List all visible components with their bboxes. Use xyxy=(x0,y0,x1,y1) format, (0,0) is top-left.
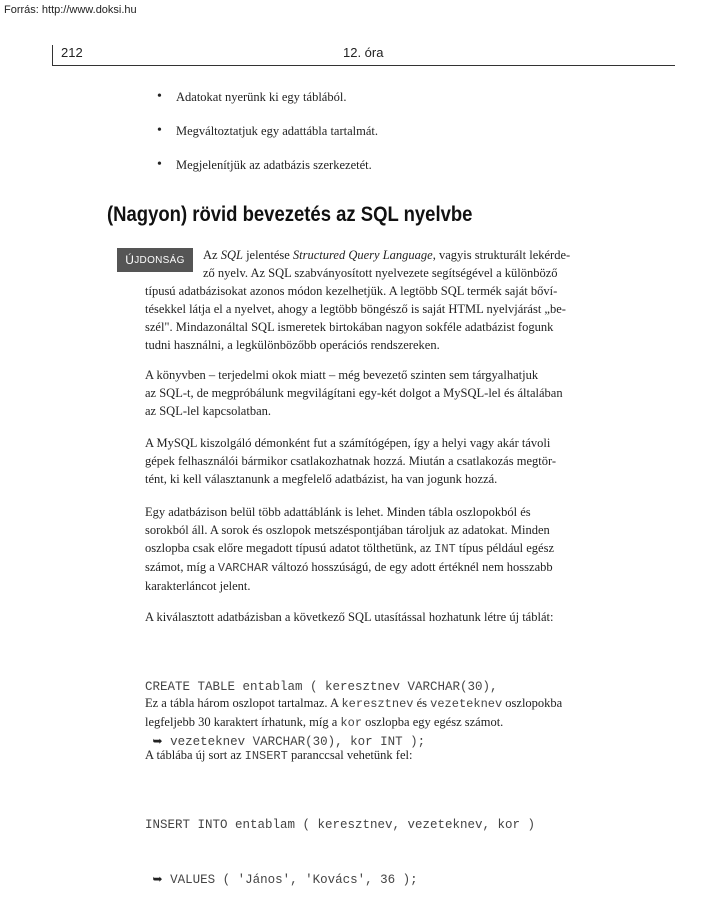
text: paranccsal vehetünk fel: xyxy=(287,748,413,762)
text: A táblába új sort az xyxy=(145,748,245,762)
text: Az xyxy=(203,248,221,262)
paragraph-create-intro xyxy=(145,608,553,626)
text: , vagyis strukturált lekérde- xyxy=(432,248,571,262)
text-line: ző nyelv. Az SQL szabványosított nyelvezete segítségével a különböző xyxy=(203,266,558,280)
text: oszlopba egy egész számot. xyxy=(362,715,504,729)
text-line: gépek felhasználói bármikor csatlakozhatnak hozzá. Miután a csatlakozás megtör- xyxy=(145,454,557,468)
text: jelentése xyxy=(242,248,293,262)
code-line: INSERT INTO entablam ( keresztnev, vezeteknev, kor ) xyxy=(145,818,536,832)
text-line: Egy adatbázison belül több adattáblánk is lehet. Minden tábla oszlopokból és xyxy=(145,505,531,519)
inline-code: INT xyxy=(434,542,456,556)
badge-rest: JDONSÁG xyxy=(134,254,185,266)
paragraph-book-scope xyxy=(145,366,563,420)
text-line: sorokból áll. A sorok és oszlopok metszéspontjában tároljuk az adatokat. Minden xyxy=(145,523,550,537)
text-line: szél". Mindazonáltal SQL ismeretek birtokában nagyon sokféle adatbázist fogunk xyxy=(145,320,554,334)
inline-code: VARCHAR xyxy=(217,561,269,575)
text: Ez a tábla három oszlopot tartalmaz. A xyxy=(145,696,342,710)
inline-code: kor xyxy=(340,716,363,730)
continuation-arrow-icon: ➥ xyxy=(152,872,163,886)
inline-code: vezeteknev xyxy=(430,697,503,711)
running-header xyxy=(52,45,675,66)
badge-initial: Ú xyxy=(125,253,135,267)
inline-code: INSERT xyxy=(244,749,288,763)
text-line: tudni használni, a legkülönbözőbb operációs rendszereken. xyxy=(145,338,440,352)
paragraph-insert-intro xyxy=(145,746,412,765)
text: oszlopba csak előre megadott típusú adatot tölthetünk, az xyxy=(145,541,435,555)
source-line: Forrás: http://www.doksi.hu xyxy=(4,4,137,16)
page-number: 212 xyxy=(61,45,83,60)
text-line: A MySQL kiszolgáló démonként fut a számítógépen, így a helyi vagy akár távoli xyxy=(145,436,551,450)
code-line: vezeteknev VARCHAR(30), kor INT ); xyxy=(162,735,426,749)
list-item: • Megváltoztatjuk egy adattábla tartalmát. xyxy=(157,124,378,158)
paragraph-sql-intro xyxy=(145,246,570,354)
bullet-list xyxy=(157,90,378,192)
text-line: A könyvben – terjedelmi okok miatt – még bevezető szinten sem tárgyalhatjuk xyxy=(145,368,539,382)
text: számot, míg a xyxy=(145,560,218,574)
inline-code: keresztnev xyxy=(341,697,414,711)
text-line: tént, ki kell választanunk a megfelelő adatbázist, ha van jogunk hozzá. xyxy=(145,472,498,486)
text: változó hosszúságú, de egy adott értéknél nem hosszabb xyxy=(268,560,553,574)
text: oszlopokba xyxy=(502,696,563,710)
text-line: az SQL-t, de megpróbálunk megvilágítani egy-két dolgot a MySQL-lel és általában xyxy=(145,386,563,400)
code-block-insert xyxy=(145,780,535,907)
text: és xyxy=(413,696,431,710)
section-title: (Nagyon) rövid bevezetés az SQL nyelvbe xyxy=(107,202,473,226)
code-line: VALUES ( 'János', 'Kovács', 36 ); xyxy=(162,873,418,887)
code-line: CREATE TABLE entablam ( keresztnev VARCHAR(30), xyxy=(145,680,498,694)
text-line: tésekkel látja el a nyelvet, ahogy a legtöbb böngésző is saját HTML nyelvjárást „be- xyxy=(145,302,566,316)
paragraph-mysql-daemon xyxy=(145,434,556,488)
term-full-name: Structured Query Language xyxy=(292,248,433,262)
text: legfeljebb 30 karaktert írhatunk, míg a xyxy=(145,715,341,729)
continuation-arrow-icon: ➥ xyxy=(152,734,163,748)
chapter-title: 12. óra xyxy=(343,45,384,60)
list-item: • Adatokat nyerünk ki egy táblából. xyxy=(157,90,378,124)
paragraph-tables xyxy=(145,503,554,595)
text-line: típusú adatbázisokat azonos módon kezelhetjük. A legtöbb SQL termék saját bőví- xyxy=(145,284,558,298)
paragraph-columns xyxy=(145,694,562,732)
term-sql: SQL xyxy=(220,248,243,262)
text-line: az SQL-lel kapcsolatban. xyxy=(145,404,271,418)
text: típus például egész xyxy=(455,541,555,555)
text-line: A kiválasztott adatbázisban a következő SQL utasítással hozhatunk létre új táblát: xyxy=(145,610,554,624)
list-item: • Megjelenítjük az adatbázis szerkezetét. xyxy=(157,158,378,192)
text-line: karakterláncot jelent. xyxy=(145,579,251,593)
